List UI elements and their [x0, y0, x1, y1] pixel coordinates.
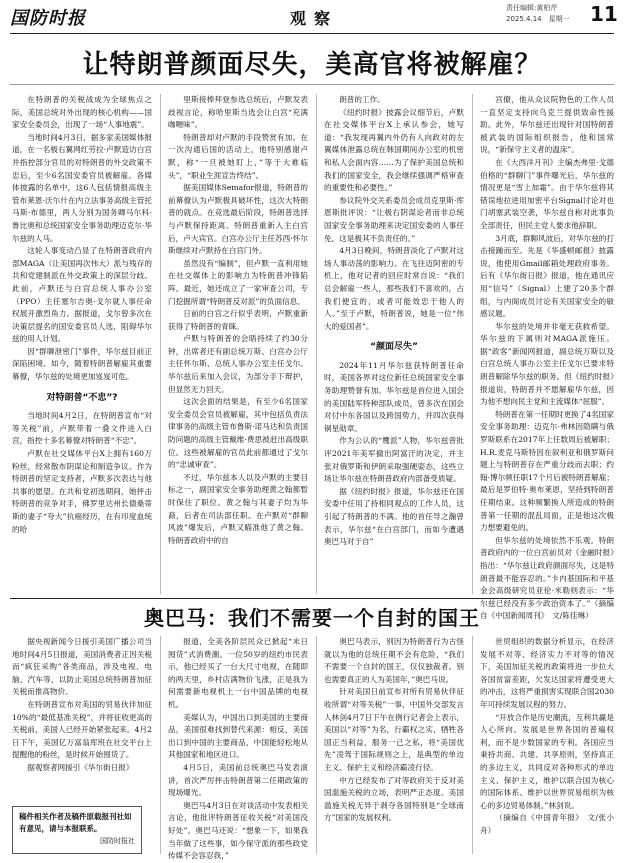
article1-headline: 让特朗普颜面尽失，美高官将被解雇？ — [82, 50, 542, 80]
paragraph: 因“群聊泄密门”事件，华尔兹目前正深陷困境。如今，随着特朗普解雇其重要幕僚，华尔兹的处境更加岌岌可危。 — [12, 346, 152, 382]
article1-column-2 — [168, 94, 308, 594]
copyright-notice — [12, 806, 142, 854]
paragraph: 里斯接棒拜登参选总统后，卢默发表歧视言论，称哈里斯当选会让白宫“充满咖喱味”。 — [168, 95, 308, 130]
paragraph: 这轮人事变动凸显了在特朗普政府内部MAGA（让美国再次伟大）派与残存的共和党建制派在外交政策上的深层分歧。此前，卢默还与白宫总统人事办公室（PPO）主任塞尔吉奥·戈尔就人事任命权展开激烈角力。据报道，戈尔曾多次在决策层提名的国安委官员人选，阻碍华尔兹的用人计划。 — [12, 246, 152, 344]
newspaper-logo: 国防时报 — [10, 8, 86, 29]
paragraph: 《纽约时报》披露会议细节后，卢默在社交媒体平台X上承认参会，她写道：“我发现再翼内外仍有人向政对的左翼媒体泄露总统在韩国期间办公室的机密和私人会面内容……为了保护美国总统和我们的国家安全，我会继续强调严格审查的重要性和必要性。” — [324, 107, 464, 193]
notice-signature: 国防时报社 — [100, 837, 135, 845]
a2c2-body — [168, 636, 308, 863]
paragraph: 宫僚，他从众议院物色的工作人员一直坚定支持向乌克兰提供致命性援助。此外，华尔兹还出现针对国特朗普被武装的国际组织报告，他和国常说，“新保守主义者的温床”。 — [480, 95, 614, 155]
paragraph: “开放合作是历史潮流，互利共赢是人心所向。发展是世界各国的普遍权利，而不是少数国家的专利。各国应当秉持共商、共建、共享原则，坚持真正的多边主义，共同反对各种形式的单边主义、保护主义，维护以联合国为核心的国际体系、维护以世界贸易组织为核心的多边贸易体制。”林剑说。 — [480, 712, 614, 810]
article-separator — [10, 598, 614, 599]
page-number: 11 — [590, 2, 618, 26]
article2-column-2 — [168, 636, 308, 861]
paragraph: 华尔兹的处境并非毫无获救希望。华尔兹的下属则对MAGA派施压。据“政客”新闻网报道，副总统万斯以及白宫总统人事办公室主任戈尔已要求特朗普解除华尔兹的职务。但《纽约时报》报道说，特朗普并不愿解雇华尔兹，因为他不想向民主党和主流媒体“屈服”。 — [480, 321, 614, 407]
a1c3-body-2 — [324, 360, 464, 549]
paragraph: 奥巴马4月3日在对谈活动中发表相关言论，他批评特朗普征收关税“对美国没好处”。奥巴马还说：“想象一下，如果我当年做了这些事，如今保守派的那些政党传媒不会容忍我，” — [168, 800, 308, 861]
paragraph: 当地时间4月3日，据多家美国媒体报道，在一名极右翼网红劳拉·卢默造访白宫并指控部分官员的对特朗普的外交政策不忠后，至少6名国安委官员被解雇。各媒体披露的名单中，这6人包括情报高级主管布莱恩·沃尔什在内立法事务高级主管托马斯·布德里，两人分别为国务卿马尔科·鲁比奥和总统国家安全事务助理迈克尔·华尔兹的人马。 — [12, 132, 152, 243]
paragraph: 据观察者网援引《华尔街日报》 — [27, 762, 134, 772]
paragraph: 奥巴马表示，别因为特朗普行为古怪就以为他的总统任期不会有危险，“我们不需要一个自封的国王，仅仅独裁者。别也需要真正的人为美国年，”奥巴马说。 — [324, 637, 464, 684]
paragraph: 据央视新闻今日援引美国广播公司当地时间4月5日报道，美国消费者正因关税而“疯狂采购”各类商品，涉及电视、电脑、汽车等，以防止美国总统特朗普加征关税而推高物价。 — [12, 637, 152, 697]
column-divider — [316, 94, 317, 594]
paragraph: 世贸组织的数据分析显示，在经济发展不对等、经济实力不对等的情况下，美国加征关税的政策将进一步拉大各国贫富差距，欠发达国家将遭受更大的冲击，这将严重损害实现联合国2030年可持续发展议程的努力。 — [480, 637, 614, 709]
paragraph: 朗普的工作。 — [339, 95, 385, 104]
article1-column-1 — [12, 94, 152, 594]
issue-date: 2025.4.14 星期一 — [506, 15, 570, 23]
paragraph: 卢默与特朗普的会晤持续了约30分钟，出席者还有副总统万斯、白宫办公厅主任怀尔斯、总统人事办公室主任戈尔。华尔兹后来加入会议，为部分手下辩护，但显然无力回天。 — [168, 334, 308, 394]
article2-column-4 — [480, 636, 614, 854]
paragraph: （摘编自《中国青年报》 文/张小舟） — [480, 813, 614, 835]
masthead-rule — [10, 33, 614, 34]
a2c1-body — [12, 636, 152, 775]
column-divider — [472, 636, 473, 854]
paragraph: 4月5日，美国前总统奥巴马发表演讲，首次严厉抨击特朗普第二任期政策的现场爆光。 — [168, 762, 308, 798]
a1c2-body — [168, 94, 308, 547]
article2-headline: 奥巴马：我们不需要一个自封的国王 — [144, 606, 480, 630]
article1-column-4 — [480, 94, 614, 621]
issue-meta — [506, 3, 570, 25]
column-divider — [160, 636, 161, 854]
paragraph: 特朗普在第一任期时更换了4名国家安全事务助理：迈克尔·弗林因隐瞒与俄罗斯联系在2017年上任数周后被解职；H.R.麦克马斯特因在叙利亚和俄罗斯问题上与特朗普存在严重分歧而去职；约翰·博尔顿任职17个月后被特朗普解雇；最后是罗伯特·奥布莱恩，坚持到特朗普任期结束。这种频繁换人所造成的特朗普第一任期的混乱局面，正是他这次极力想要避免的。 — [480, 409, 614, 533]
paragraph: 在《大西洋月刊》主编杰弗里·戈德伯格的“群聊门”事件曝光后，华尔兹的情况更是“雪上加霜”。由于华尔兹将其错误地拉进用加密平台Signal讨论对也门胡塞武装空袭，华尔兹自称对此事负全部责任，但民主党人要求他辞职。 — [480, 157, 614, 230]
column-divider — [160, 94, 161, 594]
article1-subheading-2: “颜面尽失” — [370, 342, 418, 353]
a1c1-body — [12, 94, 152, 384]
paragraph: 这次会面的结果是，有至少6名国家安全委员会官员被解雇，其中包括负责法律事务的高级主管布鲁斯·诺马达和负责国防问题的高级主管戴维·费思被赶出高级职位。这些被解雇的官员此前都通过了戈尔的“忠诚审查”。 — [168, 397, 308, 470]
a1c4-body — [480, 94, 614, 623]
section-name: 观察 — [290, 9, 339, 28]
column-divider — [472, 94, 473, 594]
paragraph: 3月底，群聊风波后，对华尔兹的打击接踵而至。先是《华盛顿邮报》披露说，他使用Gmail邮箱处理政府事务。后有《华尔街日报》报道，他在通讯应用“信号”（Signal）上建了20多个群组，与内阁成员讨论有关国家安全的敏感议题。 — [480, 233, 614, 319]
column-divider — [316, 636, 317, 854]
paragraph: 当地时间4月2日，在特朗普宣布“对等关税”前，卢默带着一叠文件进入白宫，指控十多名幕僚对特朗普“不忠”。 — [12, 411, 152, 446]
paragraph: 日前的白宫之行似乎表明，卢默重新获得了特朗普的青睐。 — [168, 309, 308, 331]
paragraph: 据《纽约时报》报道，华尔兹还在国安委中任用了持相同观点的工作人员，这引起了特朗普的不满。他的首任导之瀚曾表示，华尔兹“在白宫部门，而如今遭遇奥巴马对于自” — [324, 486, 464, 547]
paragraph: 美媒认为，中国出口到美国的主要商品，美国很难找到替代来源：相反，美国出口到中国的主要商品，中国能轻松地从其他国家和地区进口。 — [168, 712, 308, 760]
paragraph: 中方已经发布了对等政府关于反对美国滥施关税的立场，表明严正态度。美国滥施关税无异于剥夺各国特别是“全球南方”国家的发展权利。 — [324, 775, 464, 823]
masthead — [0, 0, 624, 34]
a1c3-body — [324, 94, 464, 333]
paragraph: 针对美国日前宣布对所有贸易伙伴征收所谓“对等关税”一事，中国外交部发言人林剑4月7日下午在例行记者会上表示，美国以“对等”为名，行霸权之实，牺牲各国正当利益，服务一己之私，将“美国优先”凌驾于国际规则之上，是典型的单边主义、保护主义和经济霸凌行径。 — [324, 687, 464, 772]
article1-subheading-1: 对特朗普“不忠”? — [46, 392, 118, 403]
editor-credit: 责任编辑:黄柏芹 — [506, 4, 558, 12]
notice-text: 稿件相关作者及稿件原载报刊社如有意见，请与本报联系。 — [19, 812, 132, 833]
headline-rule — [10, 84, 614, 85]
article2-column-3 — [324, 636, 464, 854]
paragraph: 参议院外交关系委员会成员克里斯·库恩斯批评说：“让极右阴谋论者而非总统国家安全事务助理来决定国安委的人事任免，这是极其不负责任的。” — [324, 195, 464, 243]
a2c3-body — [324, 636, 464, 825]
paragraph: 2024年11月华尔兹获特朗普任命时，美国各界对这位新任总统国家安全事务助理赞誉有加。华尔兹是首位进入国会的美国陆军特种部队成员，曾多次在国会对付中东各国以及跨国势力，并四次获得铜星勋章。 — [324, 360, 464, 433]
paragraph: 虽然没有“编制”，但卢默一直利用她在社交媒体上的影响力为特朗普冲锋陷阵。最近，她还成立了一家审查公司，专门挖掘所谓“特朗普反对派”的负面信息。 — [168, 258, 308, 306]
paragraph: 但华尔兹的处境依然不乐观。特朗普政府内的一位白宫前员对《金融时报》指出：“华尔兹让政府颜面尽失，这是特朗普最不能容忍的。”卡内基国际和平基金会高级研究员亚伦·米勒则表示：“华尔兹已经没有多少政治资本了。”（摘编自《中国新闻周刊》 文/陈佳琳） — [480, 535, 614, 621]
paragraph: 特朗普却对卢默的手段赞赏有加。在一次沟通后国的活动上，他特别感谢卢默，称“一旦被她盯上，”等于大难临头”，“职业生涯宣告终结”。 — [168, 132, 308, 180]
paragraph: 4月3日晚间，特朗普淡化了卢默对这场人事动荡的影响力。在飞往迈阿密的专机上，他对记者的回应时常自说：“我们总会解雇一些人，那些我们不喜欢的，占我们便宜的，或者可能效忠于他人的人。”至于卢默，特朗普说，她是一位“伟大的爱国者”。 — [324, 246, 464, 331]
paragraph: 在特朗普宣布对美国的贸易伙伴加征10%的“最低基准关税”，并将征收更高的关税前，美国人已经开始紧张起来。4月2日下午，美国亿万富翁库班在社交平台上提醒他的粉丝，是时候开始囤货了。 — [12, 699, 152, 760]
a1c1-body-2 — [12, 410, 152, 536]
paragraph: 作为公认的“鹰派”人物，华尔兹曾批评2021年美军撤出阿富汗的决定，并主张对俄罗斯和伊朗采取强硬姿态，这些立场让华尔兹在特朗普政府内部备受质疑。 — [324, 436, 464, 484]
a2c4-body — [480, 636, 614, 838]
paragraph: 卢默在社交媒体平台X上拥有160万粉丝，经常散布阴谋论和制造争议。作为特朗普的坚定支持者，卢默多次表达与他共事的愿望。在共和党初选期间，她抨击特朗普的竞争对手，佛罗里达州长德桑蒂斯的妻子“夸大”抗癌经历，在有印度血统的哈 — [12, 449, 152, 534]
paragraph: 不过，华尔兹本人以及卢默的主要目标之一，副国家安全事务助理黄之翰都暂时保住了职位。黄之翰与其妻子均为华裔，后者在司法部任职。在卢默对“群聊风波”爆发后，卢默又瞄准他了黄之翰。特朗普政府中的自 — [168, 472, 308, 545]
article1-column-3 — [324, 94, 464, 594]
paragraph: 据美国媒体Semafor报道，特朗普的前幕僚认为卢默极具破坏性，这次大特朗普的就点。在竞选最后阶段，特朗普选择与卢默保持距离。特朗普重新入主白宫后，卢大宾官。白宫办公厅主任苏西·怀尔斯继续对卢默持在白宫门外。 — [168, 183, 308, 256]
paragraph: 报道，全美各阶层民众已掀起“末日囤货”式消费潮。一位50岁的纽约市民表示，他已经买了一台大尺寸电视，在随即的两天里，乡村店满物价飞涨，正是我为何需要新电视机上一台中国品牌的电视机。 — [168, 637, 308, 709]
article2-column-1 — [12, 636, 152, 804]
paragraph: 在特朗普的关税战成为全球焦点之际，美国总统对外出现的核心机构——国家安全委员会，出现了一场“人事地震”。 — [12, 95, 152, 130]
